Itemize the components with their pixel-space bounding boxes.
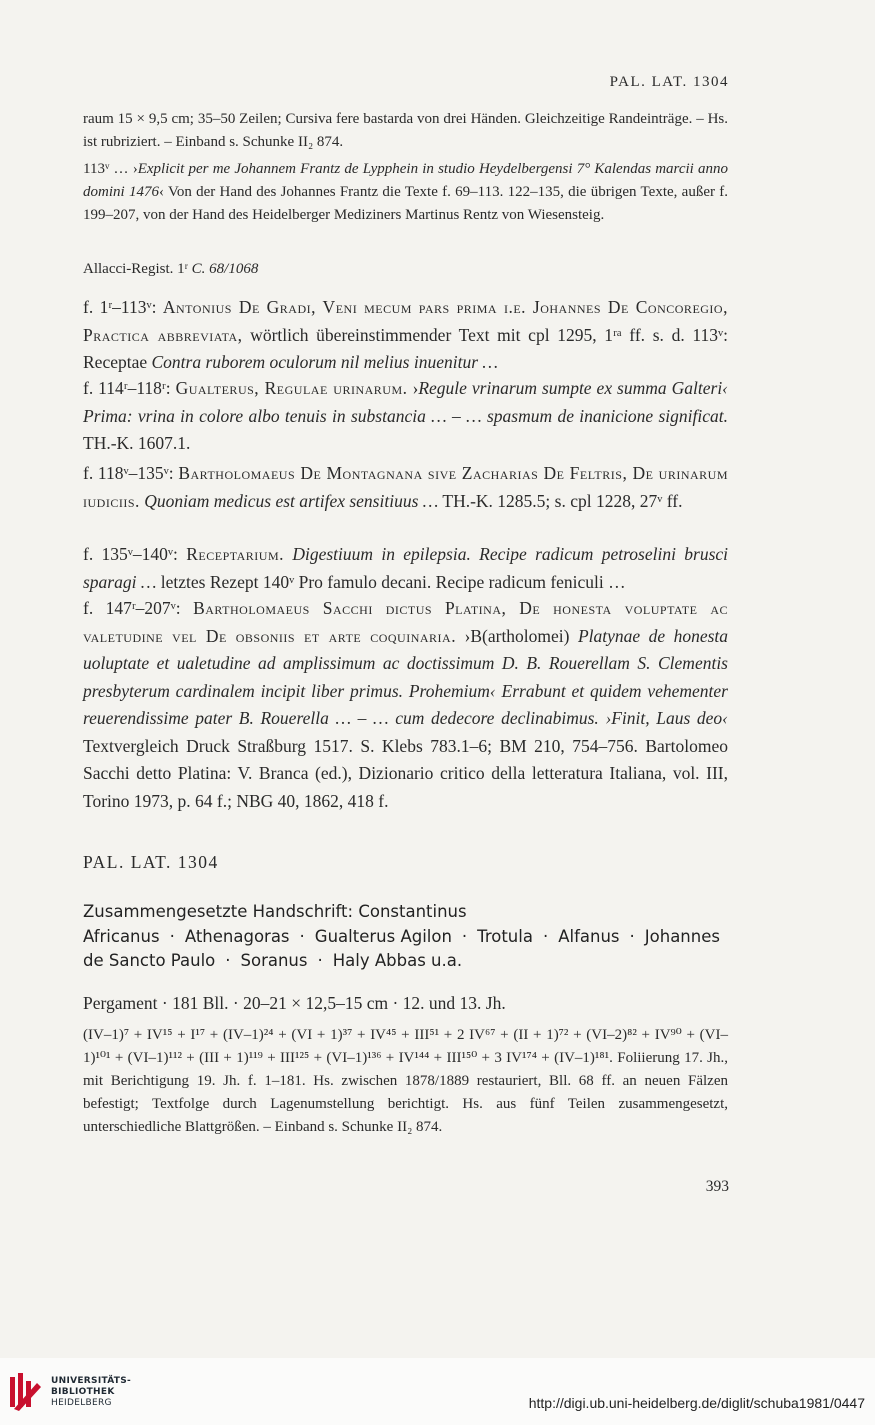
entry-bartholomaeus-de-montagnana: f. 118ᵛ–135ᵛ: Bartholomaeus De Montagnana sive Zacharias De Feltris, De urinarum iudiciis. Quoniam medicus est artifex sensitiuus … TH.-K. 1285.5; s. cpl 1228, 27ᵛ ff.	[83, 463, 728, 511]
entry-antonius-de-gradi: f. 1ʳ–113ᵛ: Antonius De Gradi, Veni mecum pars prima i.e. Johannes De Concoregio, Practica abbreviata, wörtlich übereinstimmender Text mit cpl 1295, 1ʳᵃ ff. s. d. 113ᵛ: Receptae Contra ruborem oculorum nil melius inuenitur …	[83, 297, 728, 372]
running-head: PAL. LAT. 1304	[609, 74, 729, 90]
manuscript-title: Zusammengesetzte Handschrift: Constantinus Africanus · Athenagoras · Gualterus Agilon · Trotula · Alfanus · Johannes de Sancto Paulo · Soranus · Haly Abbas u.a.	[83, 902, 720, 970]
page-number: 393	[705, 1178, 729, 1195]
collation-paragraph: (IV–1)⁷ + IV¹⁵ + I¹⁷ + (IV–1)²⁴ + (VI + 1)³⁷ + IV⁴⁵ + III⁵¹ + 2 IV⁶⁷ + (II + 1)⁷² + (VI–2)⁸² + IV⁹⁰ + (VI–1)¹⁰¹ + (VI–1)¹¹² + (III + 1)¹¹⁹ + III¹²⁵ + (VI–1)¹³⁶ + IV¹⁴⁴ + III¹⁵⁰ + 3 IV¹⁷⁴ + (IV–1)¹⁸¹. Foliierung 17. Jh., mit Berichtigung 19. Jh. f. 1–181. Hs. zwischen 1878/1889 restauriert, Bll. 68 ff. an neuen Fälzen befestigt; Textfolge durch Lagenumstellung berichtigt. Hs. aus fünf Teilen zusammengesetzt, unterschiedliche Blattgrößen. – Einband s. Schunke II₂ 874.	[83, 1027, 728, 1135]
top-note-colophon: 113ᵛ … ›Explicit per me Johannem Frantz de Lypphein in studio Heydelbergensi 7° Kalendas marcii anno domini 1476‹ Von der Hand des Johannes Frantz die Texte f. 69–113. 122–135, die übrigen Texte, außer f. 199–207, von der Hand des Heidelberger Mediziners Martinus Rentz von Wiesensteig.	[83, 161, 728, 223]
entry-gualterus: f. 114ʳ–118ʳ: Gualterus, Regulae urinarum. ›Regule vrinarum sumpte ex summa Galteri‹ Prima: vrina in colore albo tenuis in substancia … – … spasmum de inanicione significat. TH.-K. 1607.1.	[83, 378, 729, 453]
top-note-paragraph: raum 15 × 9,5 cm; 35–50 Zeilen; Cursiva fere bastarda von drei Händen. Gleichzeitige Randeinträge. – Hs. ist rubriziert. – Einband s. Schunke II₂ 874.	[83, 111, 728, 150]
physical-description: Pergament · 181 Bll. · 20–21 × 12,5–15 cm · 12. und 13. Jh.	[83, 993, 506, 1013]
entry-platina: f. 147ʳ–207ᵛ: Bartholomaeus Sacchi dictus Platina, De honesta voluptate ac valetudine vel De obsoniis et arte coquinaria. ›B(artholomei) Platynae de honesta uoluptate et ualetudine ad amplissimum ac doctissimum D. B. Rouerellam S. Clementis presbyterum cardinalem incipit liber primus. Prohemium‹ Errabunt et quidem vehementer reuerendissime pater B. Rouerella … – … cum dedecore declinabimus. ›Finit, Laus deo‹ Textvergleich Druck Straßburg 1517. S. Klebs 783.1–6; BM 210, 754–756. Bartolomeo Sacchi detto Platina: V. Branca (ed.), Dizionario critico della letteratura Italiana, vol. III, Torino 1973, p. 64 f.; NBG 40, 1862, 418 f.	[83, 598, 729, 811]
entry-receptarium: f. 135ᵛ–140ᵛ: Receptarium. Digestiuum in epilepsia. Recipe radicum petroselini brusci sparagi … letztes Rezept 140ᵛ Pro famulo decani. Recipe radicum feniculi …	[83, 544, 729, 592]
library-logo-icon	[9, 1371, 47, 1411]
top-note	[83, 108, 728, 154]
library-name: UNIVERSITÄTS- BIBLIOTHEK HEIDELBERG	[51, 1376, 132, 1408]
section-heading: PAL. LAT. 1304	[83, 852, 219, 872]
top-note-allacci: Allacci-Regist. 1ʳ C. 68/1068	[83, 261, 259, 277]
footer-bar	[0, 1358, 875, 1425]
source-url-link[interactable]: http://digi.ub.uni-heidelberg.de/diglit/schuba1981/0447	[528, 1395, 865, 1411]
